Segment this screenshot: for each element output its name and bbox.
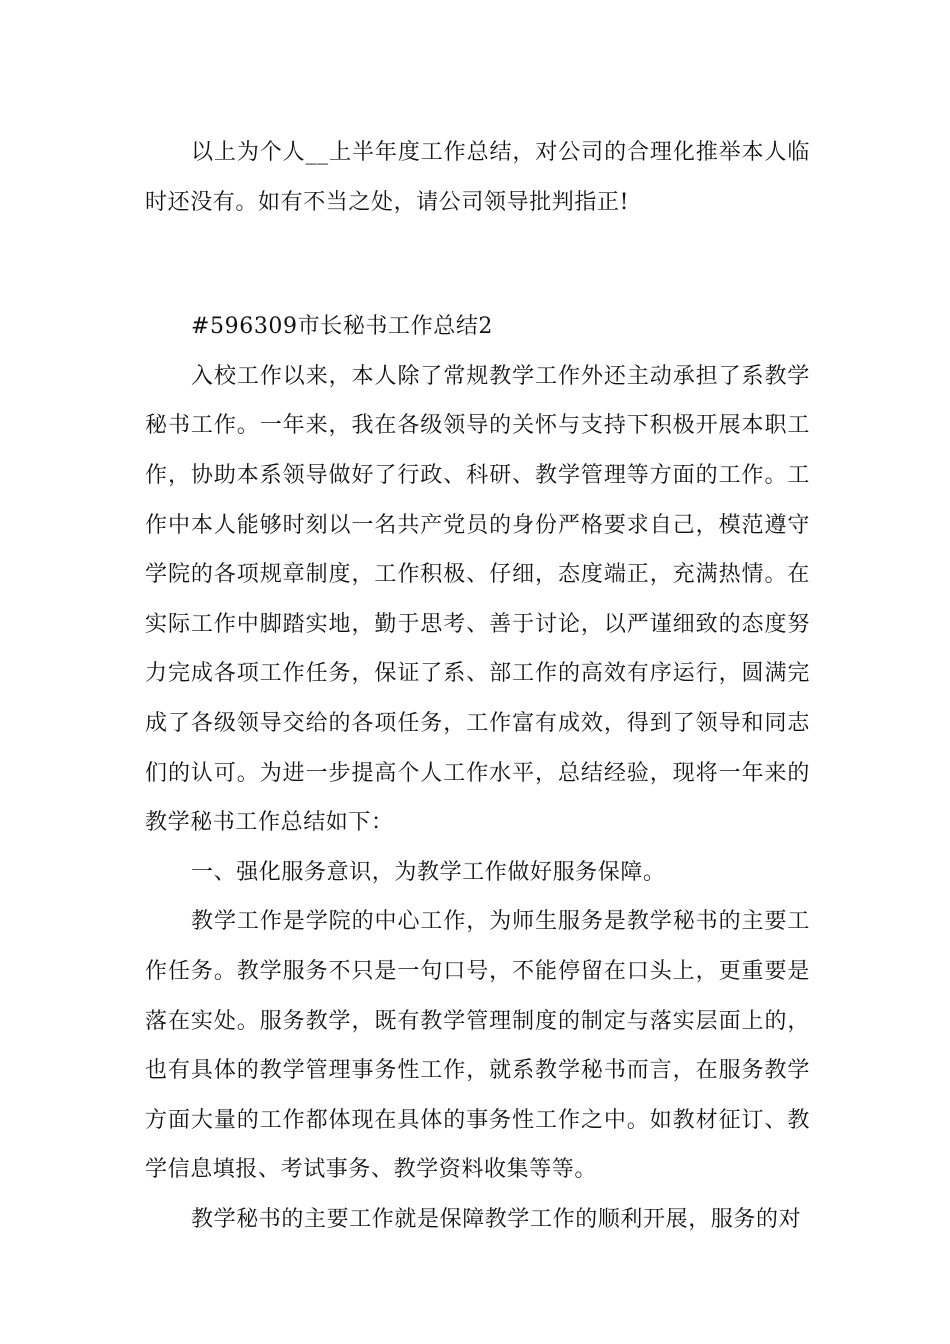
teaching-service-paragraph: 教学工作是学院的中心工作，为师生服务是教学秘书的主要工作任务。教学服务不只是一句口号，不能停留在口头上，更重要是落在实处。服务教学，既有教学管理制度的制定与落实层面上的，也有具体的教学管理事务性工作，就系教学秘书而言，在服务教学方面大量的工作都体现在具体的事务性工作之中。如教材征订、教学信息填报、考试事务、教学资料收集等等。 [145,909,810,1183]
section-heading: #596309市长秘书工作总结2 [191,314,494,340]
intro-paragraph: 入校工作以来，本人除了常规教学工作外还主动承担了系教学秘书工作。一年来，我在各级领导的关怀与支持下积极开展本职工作，协助本系领导做好了行政、科研、教学管理等方面的工作。工作中本人能够时刻以一名共产党员的身份严格要求自己，模范遵守学院的各项规章制度，工作积极、仔细，态度端正，充满热情。在实际工作中脚踏实地，勤于思考、善于讨论，以严谨细致的态度努力完成各项工作任务，保证了系、部工作的高效有序运行，圆满完成了各级领导交给的各项任务，工作富有成效，得到了领导和同志们的认可。为进一步提高个人工作水平，总结经验，现将一年来的教学秘书工作总结如下： [145,363,810,836]
secretary-duty-paragraph: 教学秘书的主要工作就是保障教学工作的顺利开展，服务的对 [191,1206,802,1232]
section-gap [145,227,810,302]
section-one-heading: 一、强化服务意识，为教学工作做好服务保障。 [191,859,666,885]
closing-paragraph: 以上为个人__上半年度工作总结，对公司的合理化推举本人临时还没有。如有不当之处，请公司领导批判指正! [145,140,810,215]
document-body [145,128,810,1244]
